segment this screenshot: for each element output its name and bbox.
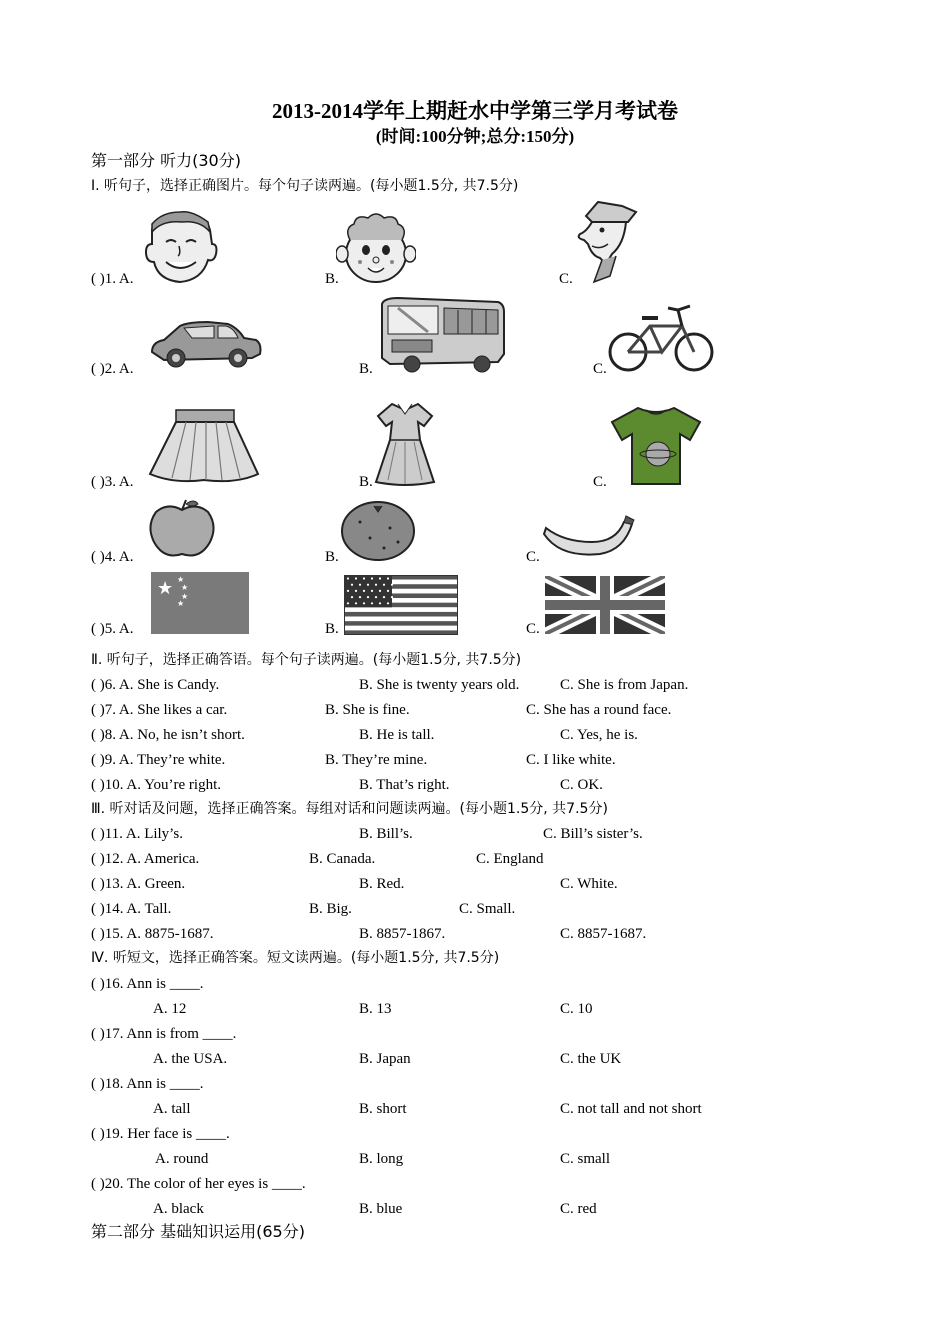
question-14: ( )14. A. Tall. [91,901,172,917]
svg-text:★: ★ [181,583,189,592]
usa-flag-picture [344,575,458,635]
question-4-option-b: B. [325,549,339,565]
question-15: ( )15. A. 8875-1687. [91,926,214,942]
question-7-option-c: C. She has a round face. [526,702,672,718]
question-19: ( )19. Her face is ____. [91,1126,230,1142]
question-6-option-b: B. She is twenty years old. [359,677,520,693]
banana-picture [540,514,636,560]
question-12-option-c: C. England [476,851,544,867]
question-14-option-c: C. Small. [459,901,516,917]
question-12-option-b: B. Canada. [309,851,376,867]
question-1-option-c: C. [559,271,573,287]
question-9-option-c: C. I like white. [526,752,616,768]
question-17-option-c: C. the UK [560,1051,622,1067]
question-7: ( )7. A. She likes a car. [91,702,228,718]
question-16-option-c: C. 10 [560,1001,593,1017]
question-6: ( )6. A. She is Candy. [91,677,220,693]
china-flag-picture [151,572,249,634]
question-3-number: ( )3. A. [91,474,134,490]
bicycle-picture [606,302,718,374]
question-17: ( )17. Ann is from ____. [91,1026,237,1042]
question-5-number: ( )5. A. [91,621,134,637]
question-13-option-c: C. White. [560,876,618,892]
question-2-option-b: B. [359,361,373,377]
question-16-option-a: A. 12 [153,1001,187,1017]
question-12: ( )12. A. America. [91,851,200,867]
part1-heading: 第一部分 听力(30分) [91,151,241,170]
section4-instruction: Ⅳ. 听短文，选择正确答案。短文读两遍。(每小题1.5分, 共7.5分) [91,950,500,966]
question-11: ( )11. A. Lily’s. [91,826,183,842]
part2-heading: 第二部分 基础知识运用(65分) [91,1222,305,1241]
question-11-option-c: C. Bill’s sister’s. [543,826,643,842]
question-9: ( )9. A. They’re white. [91,752,226,768]
car-picture [148,318,264,370]
section2-instruction: Ⅱ. 听句子，选择正确答语。每个句子读两遍。(每小题1.5分, 共7.5分) [91,652,522,668]
question-10-option-c: C. OK. [560,777,603,793]
t-shirt-picture [608,404,704,488]
svg-text:★: ★ [157,578,174,598]
question-16-option-b: B. 13 [359,1001,392,1017]
question-8: ( )8. A. No, he isn’t short. [91,727,245,743]
section3-instruction: Ⅲ. 听对话及问题，选择正确答案。每组对话和问题读两遍。(每小题1.5分, 共7.5分) [91,801,608,817]
man-with-hat-picture [572,198,638,284]
question-7-option-b: B. She is fine. [325,702,410,718]
svg-text:★: ★ [177,575,185,584]
question-19-option-a: A. round [155,1151,209,1167]
question-17-option-b: B. Japan [359,1051,411,1067]
question-19-option-b: B. long [359,1151,404,1167]
exam-subtitle: (时间:100分钟;总分:150分) [375,127,575,146]
question-8-option-b: B. He is tall. [359,727,435,743]
question-5-option-b: B. [325,621,339,637]
question-4-number: ( )4. A. [91,549,134,565]
question-3-option-b: B. [359,474,373,490]
uk-flag-picture [545,576,665,634]
svg-text:★: ★ [181,592,189,601]
question-6-option-c: C. She is from Japan. [560,677,689,693]
question-18-option-c: C. not tall and not short [560,1101,702,1117]
question-2-number: ( )2. A. [91,361,134,377]
question-1-option-b: B. [325,271,339,287]
dress-picture [374,398,436,488]
question-15-option-b: B. 8857-1867. [359,926,446,942]
question-20-option-a: A. black [153,1201,204,1217]
question-20-option-c: C. red [560,1201,597,1217]
question-14-option-b: B. Big. [309,901,352,917]
smiling-boy-face-picture [142,210,220,286]
bus-picture [378,296,506,374]
svg-text:★: ★ [177,599,185,608]
question-5-option-c: C. [526,621,540,637]
orange-picture [340,498,418,562]
skirt-picture [146,404,262,488]
question-20-option-b: B. blue [359,1201,403,1217]
apple-picture [148,498,216,560]
question-9-option-b: B. They’re mine. [325,752,428,768]
question-13-option-b: B. Red. [359,876,405,892]
question-4-option-c: C. [526,549,540,565]
question-18-option-a: A. tall [153,1101,191,1117]
section1-instruction: Ⅰ. 听句子，选择正确图片。每个句子读两遍。(每小题1.5分, 共7.5分) [91,178,519,194]
question-8-option-c: C. Yes, he is. [560,727,638,743]
question-15-option-c: C. 8857-1687. [560,926,647,942]
question-2-option-c: C. [593,361,607,377]
question-11-option-b: B. Bill’s. [359,826,413,842]
question-20: ( )20. The color of her eyes is ____. [91,1176,306,1192]
question-3-option-c: C. [593,474,607,490]
question-18-option-b: B. short [359,1101,407,1117]
question-18: ( )18. Ann is ____. [91,1076,204,1092]
question-10: ( )10. A. You’re right. [91,777,221,793]
exam-title: 2013-2014学年上期赶水中学第三学月考试卷 [272,99,678,123]
question-13: ( )13. A. Green. [91,876,186,892]
baby-face-picture [336,210,416,286]
question-10-option-b: B. That’s right. [359,777,450,793]
question-16: ( )16. Ann is ____. [91,976,204,992]
question-17-option-a: A. the USA. [153,1051,228,1067]
question-1-number: ( )1. A. [91,271,134,287]
question-19-option-c: C. small [560,1151,611,1167]
